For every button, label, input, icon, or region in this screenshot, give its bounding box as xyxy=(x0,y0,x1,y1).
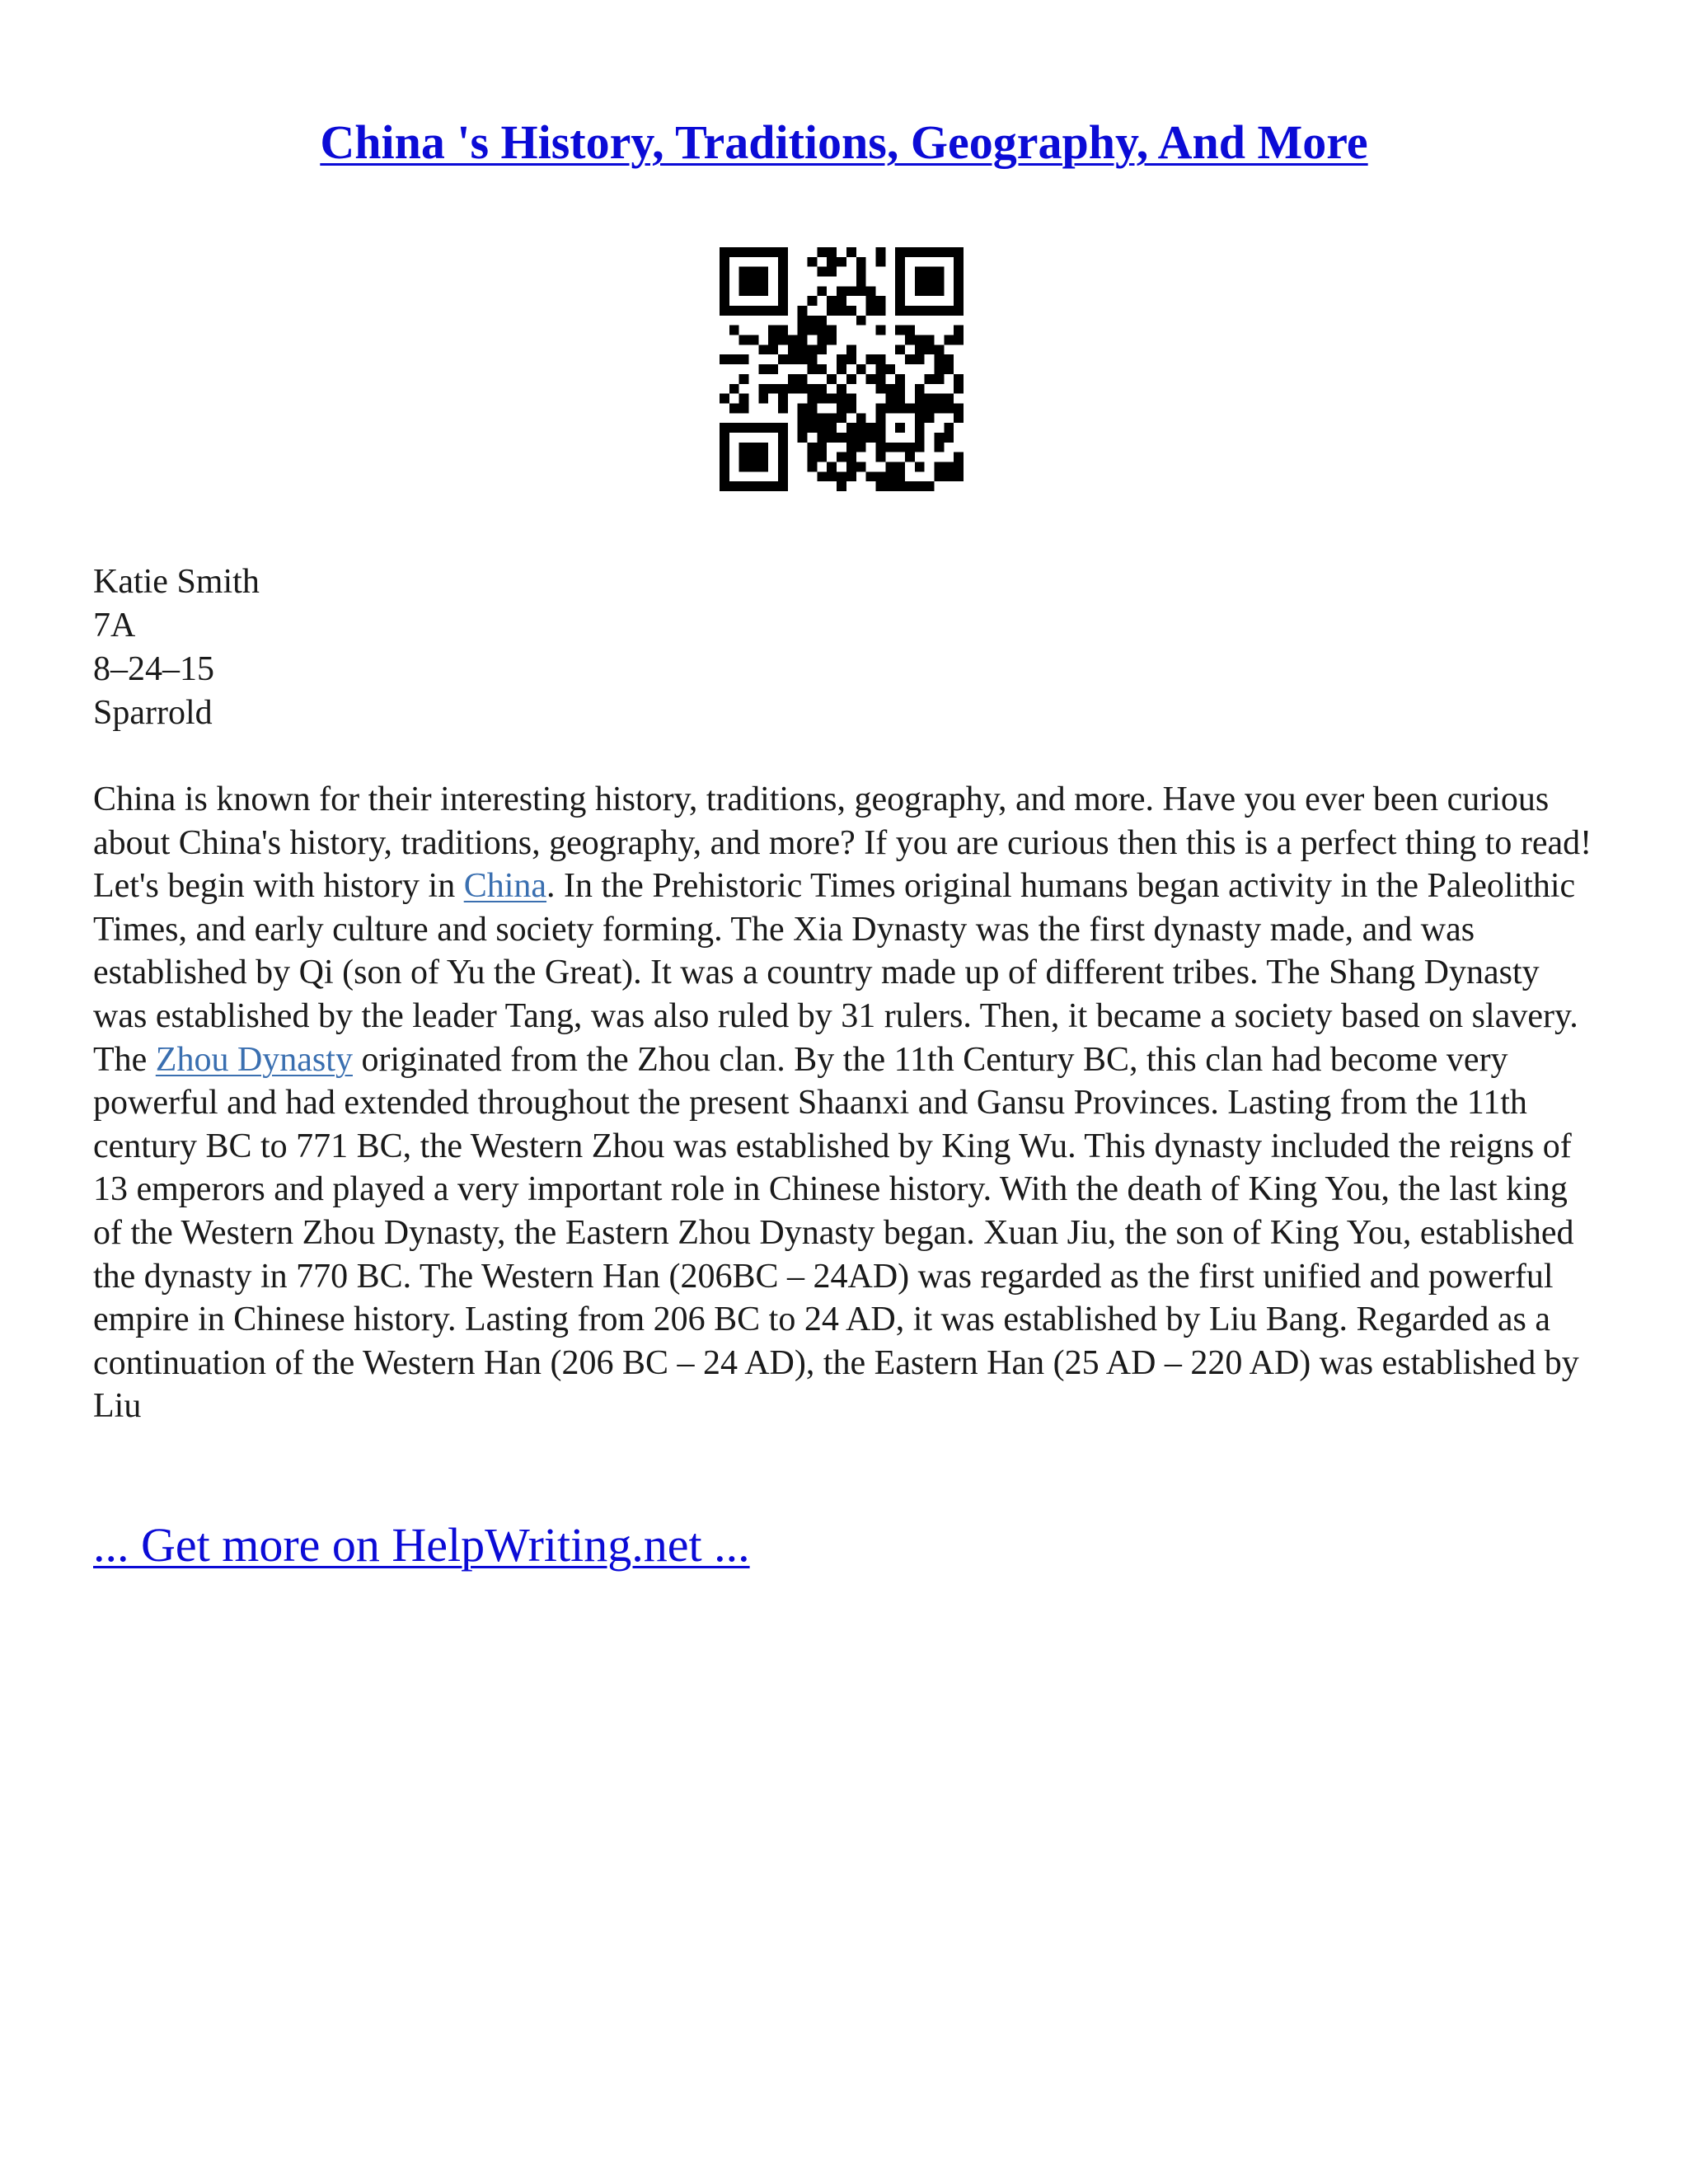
history-text-2: . In the Prehistoric Times original humans began activity in the Paleolithic Times, and early culture and society forming. The Xia Dynasty was the first dynasty made, and was established by Qi (son of Yu the Great). It was a country made up of different tribes. The Shang Dynasty was established by the leader Tang, was also ruled by 31 rulers. Then, it became a society based on slavery. The xyxy=(93,867,1578,1079)
qr-code-icon xyxy=(720,247,964,491)
teacher-name: Sparrold xyxy=(93,694,213,732)
get-more-link[interactable]: ... Get more on HelpWriting.net ... xyxy=(93,1518,750,1572)
china-link[interactable]: China xyxy=(463,867,547,906)
history-paragraph xyxy=(93,865,1601,1428)
history-text-3: originated from the Zhou clan. By the 11th Century BC, this clan had become very powerful and had extended throughout the present Shaanxi and Gansu Provinces. Lasting from the 11th century BC to 771 BC, the Western Zhou was established by King Wu. This dynasty included the reigns of 13 emperors and played a very important role in Chinese history. With the death of King You, the last king of the Western Zhou Dynasty, the Eastern Zhou Dynasty began. Xuan Jiu, the son of King You, established the dynasty in 770 BC. The Western Han (206BC – 24AD) was regarded as the first unified and powerful empire in Chinese history. Lasting from 206 BC to 24 AD, it was established by Liu Bang. Regarded as a continuation of the Western Han (206 BC – 24 AD), the Eastern Han (25 AD – 220 AD) was established by Liu xyxy=(93,1040,1579,1426)
class-label: 7A xyxy=(93,607,136,644)
zhou-dynasty-link[interactable]: Zhou Dynasty xyxy=(155,1040,353,1079)
essay-body xyxy=(93,778,1601,1428)
intro-paragraph: China is known for their interesting history, traditions, geography, and more. Have you ever been curious about China's history, traditions, geography, and more? If you are curious then this is a perfect thing to read! xyxy=(93,780,1592,862)
date-label: 8–24–15 xyxy=(93,650,214,688)
author-name: Katie Smith xyxy=(93,563,260,601)
page-title[interactable]: China 's History, Traditions, Geography, And More xyxy=(320,115,1368,169)
history-text-1: Let's begin with history in xyxy=(93,867,464,906)
author-info xyxy=(93,560,260,735)
